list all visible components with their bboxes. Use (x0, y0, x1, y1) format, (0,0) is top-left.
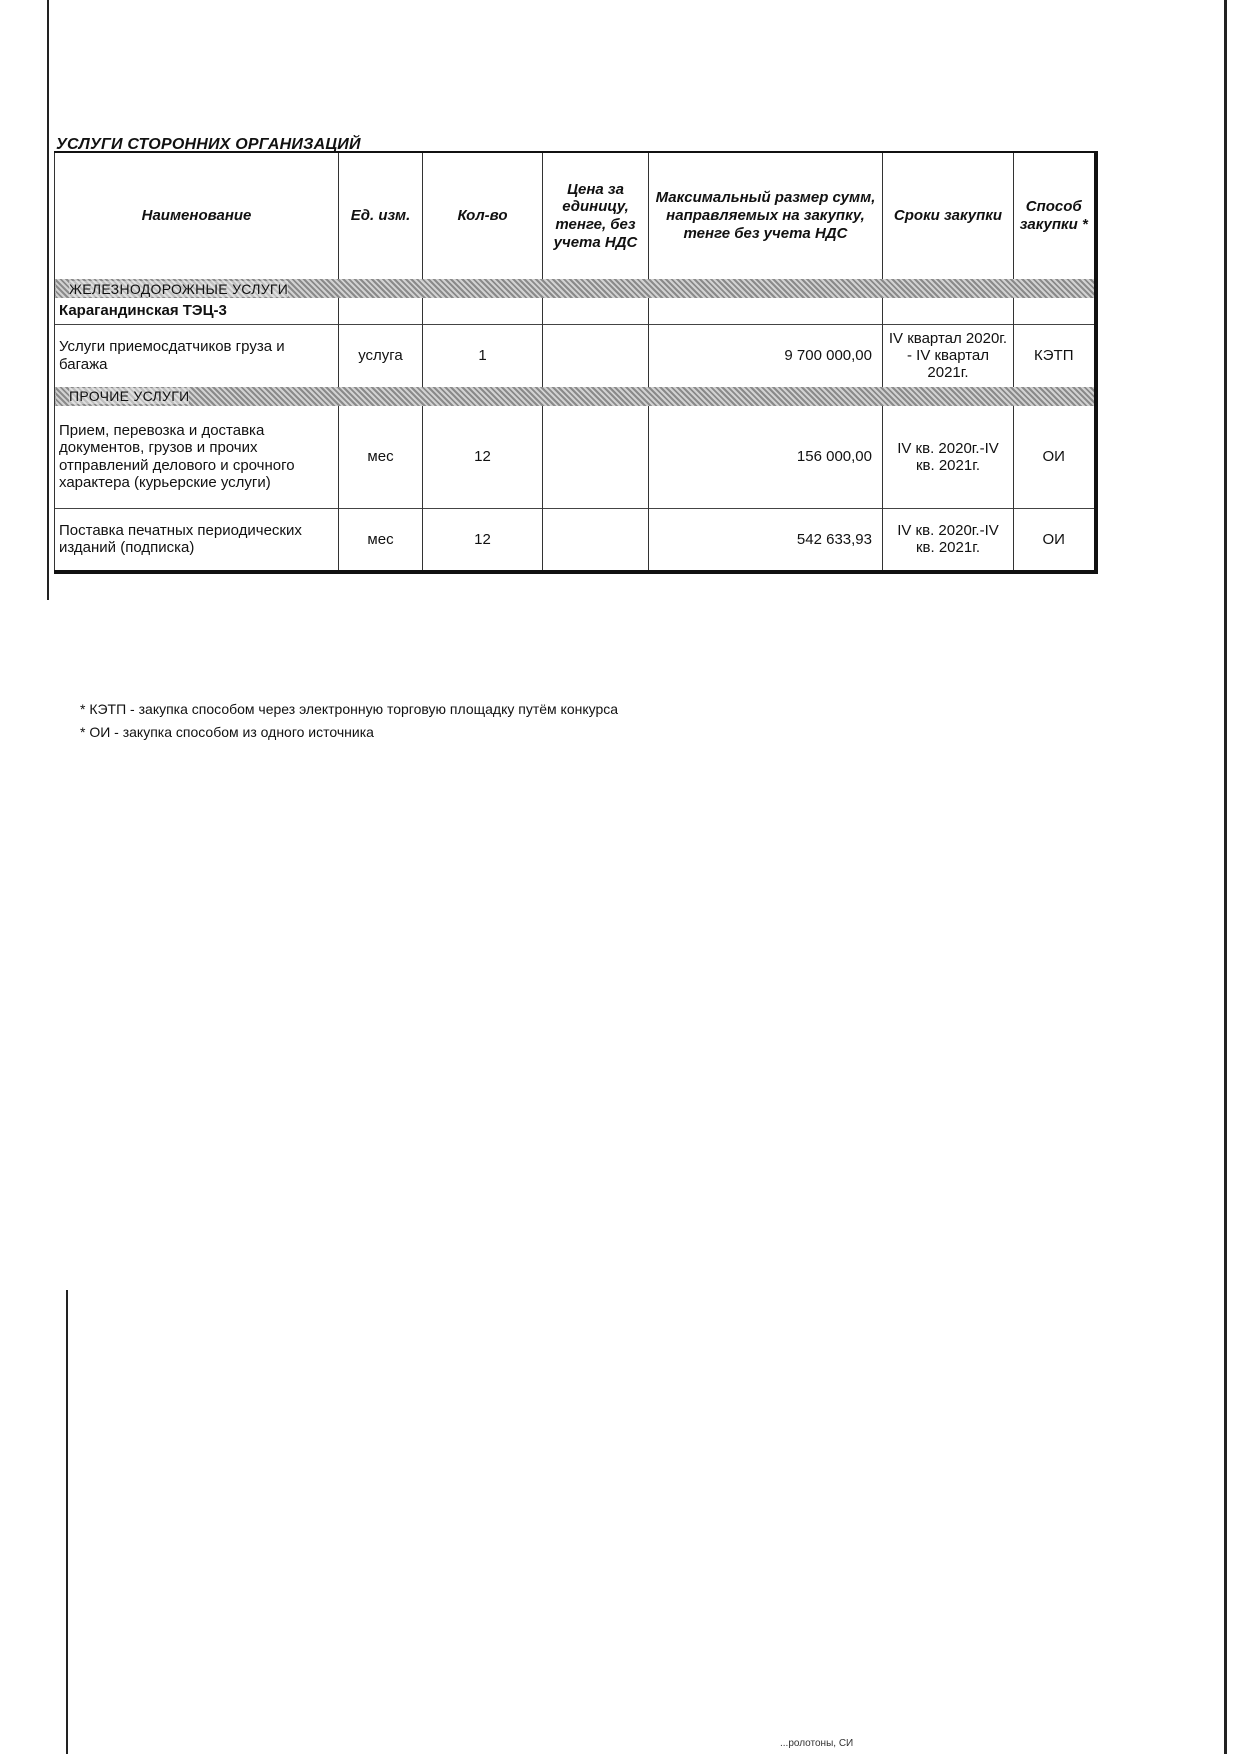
row-term: IV квартал 2020г. - IV квартал 2021г. (883, 325, 1014, 387)
row-method: ОИ (1014, 406, 1096, 509)
row-unit: мес (339, 509, 423, 572)
row-name: Услуги приемосдатчиков груза и багажа (55, 325, 339, 387)
row-method: ОИ (1014, 509, 1096, 572)
header-unit: Ед. изм. (339, 152, 423, 279)
section-title-railway: ЖЕЛЕЗНОДОРОЖНЫЕ УСЛУГИ (69, 280, 289, 297)
scan-border-left (47, 0, 49, 600)
header-method: Способ закупки * (1014, 152, 1096, 279)
procurement-table (54, 151, 1098, 574)
header-amount: Максимальный размер сумм, направляемых на закупку, тенге без учета НДС (649, 152, 883, 279)
table-row (55, 325, 1096, 387)
row-amount: 9 700 000,00 (649, 325, 883, 387)
section-header-railway (55, 279, 1096, 298)
bottom-text-fragment: ...ролотоны, СИ (780, 1738, 854, 1749)
footnote-oi: * ОИ - закупка способом из одного источника (80, 724, 374, 740)
row-amount: 542 633,93 (649, 509, 883, 572)
row-term: IV кв. 2020г.-IV кв. 2021г. (883, 509, 1014, 572)
row-name: Поставка печатных периодических изданий (подписка) (55, 509, 339, 572)
row-unit: услуга (339, 325, 423, 387)
row-name: Прием, перевозка и доставка документов, грузов и прочих отправлений делового и срочного характера (курьерские услуги) (55, 406, 339, 509)
header-qty: Кол-во (423, 152, 543, 279)
row-price (543, 325, 649, 387)
row-qty: 12 (423, 406, 543, 509)
table-row (55, 406, 1096, 509)
row-price (543, 406, 649, 509)
header-price: Цена за единицу, тенге, без учета НДС (543, 152, 649, 279)
scan-border-right (1224, 0, 1227, 1754)
footnote-ketp: * КЭТП - закупка способом через электронную торговую площадку путём конкурса (80, 701, 619, 717)
row-amount: 156 000,00 (649, 406, 883, 509)
table-row (55, 509, 1096, 572)
section-title: УСЛУГИ СТОРОННИХ ОРГАНИЗАЦИЙ (56, 136, 361, 153)
subsection-title: Карагандинская ТЭЦ-3 (55, 298, 339, 325)
scan-border-left-lower (66, 1290, 68, 1754)
row-unit: мес (339, 406, 423, 509)
section-header-other (55, 387, 1096, 406)
header-name: Наименование (55, 152, 339, 279)
section-title-other: ПРОЧИЕ УСЛУГИ (69, 388, 190, 404)
row-qty: 12 (423, 509, 543, 572)
table-header-row (55, 152, 1096, 279)
row-qty: 1 (423, 325, 543, 387)
header-term: Сроки закупки (883, 152, 1014, 279)
row-method: КЭТП (1014, 325, 1096, 387)
subsection-row (55, 298, 1096, 325)
row-price (543, 509, 649, 572)
row-term: IV кв. 2020г.-IV кв. 2021г. (883, 406, 1014, 509)
